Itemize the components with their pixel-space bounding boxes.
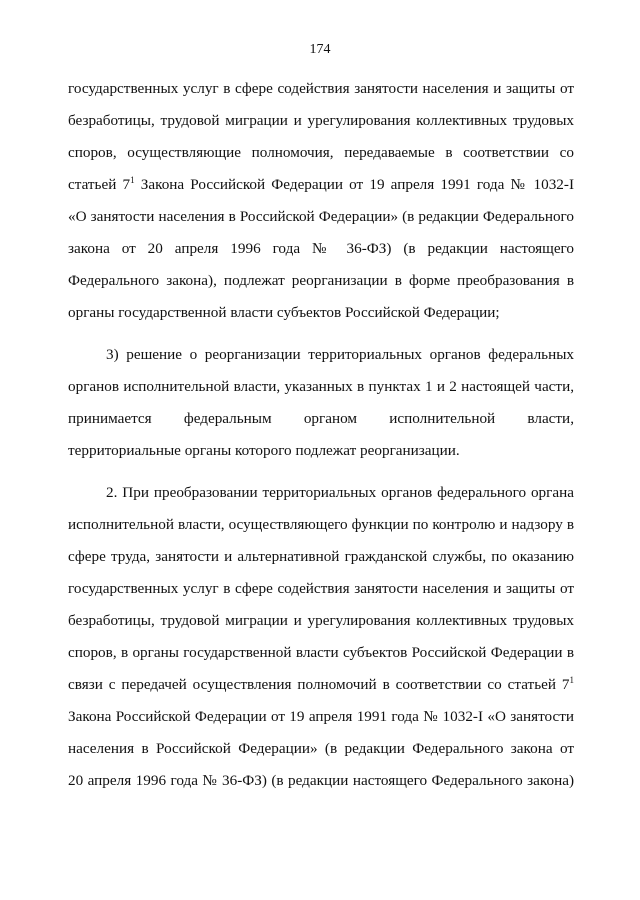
text-line: населения в Российской Федерации» (в редакции Федерального закона от — [68, 740, 574, 757]
text-line: «О занятости населения в Российской Федерации» (в редакции Федерального — [68, 208, 574, 225]
text-line: споров, осуществляющие полномочия, передаваемые в соответствии со — [68, 144, 574, 161]
text-line: органы государственной власти субъектов Российской Федерации; — [68, 304, 500, 321]
text-line: безработицы, трудовой миграции и урегулирования коллективных трудовых — [68, 112, 574, 129]
superscript: 1 — [130, 175, 135, 185]
text-line: государственных услуг в сфере содействия занятости населения и защиты от — [68, 80, 574, 97]
text-line: 20 апреля 1996 года № 36-ФЗ) (в редакции настоящего Федерального закона) — [68, 772, 574, 789]
text-line: споров, в органы государственной власти субъектов Российской Федерации в — [68, 644, 574, 661]
page-number: 174 — [309, 42, 331, 57]
text-fragment: связи с передачей осуществления полномочий в соответствии со статьей 7 — [68, 676, 570, 693]
paragraph-continuation — [68, 80, 574, 336]
text-line: принимается федеральным органом исполнительной власти, — [68, 410, 574, 427]
paragraph-gap — [68, 336, 574, 346]
text-line: государственных услуг в сфере содействия занятости населения и защиты от — [68, 580, 574, 597]
text-line: Федерального закона), подлежат реорганизации в форме преобразования в — [68, 272, 574, 289]
superscript: 1 — [569, 675, 574, 685]
paragraph-item-3 — [68, 346, 574, 474]
text-line: 2. При преобразовании территориальных органов федерального органа — [106, 484, 574, 501]
text-fragment: Закона Российской Федерации от 19 апреля 1991 года № 1032-I — [134, 176, 575, 193]
paragraph-gap — [68, 474, 574, 484]
text-fragment: статьей 7 — [68, 176, 131, 193]
text-line: сфере труда, занятости и альтернативной гражданской службы, по оказанию — [68, 548, 574, 565]
text-line — [68, 176, 574, 208]
text-line: органов исполнительной власти, указанных в пунктах 1 и 2 настоящей части, — [68, 378, 574, 395]
paragraph-section-2 — [68, 484, 574, 804]
text-line: безработицы, трудовой миграции и урегулирования коллективных трудовых — [68, 612, 574, 629]
text-line: 3) решение о реорганизации территориальных органов федеральных — [106, 346, 574, 363]
text-line: Закона Российской Федерации от 19 апреля 1991 года № 1032-I «О занятости — [68, 708, 574, 725]
text-line: закона от 20 апреля 1996 года № 36-ФЗ) (в редакции настоящего — [68, 240, 574, 257]
text-line — [68, 676, 574, 708]
text-line: территориальные органы которого подлежат реорганизации. — [68, 442, 460, 459]
text-line: исполнительной власти, осуществляющего функции по контролю и надзору в — [68, 516, 574, 533]
document-body — [68, 80, 574, 804]
